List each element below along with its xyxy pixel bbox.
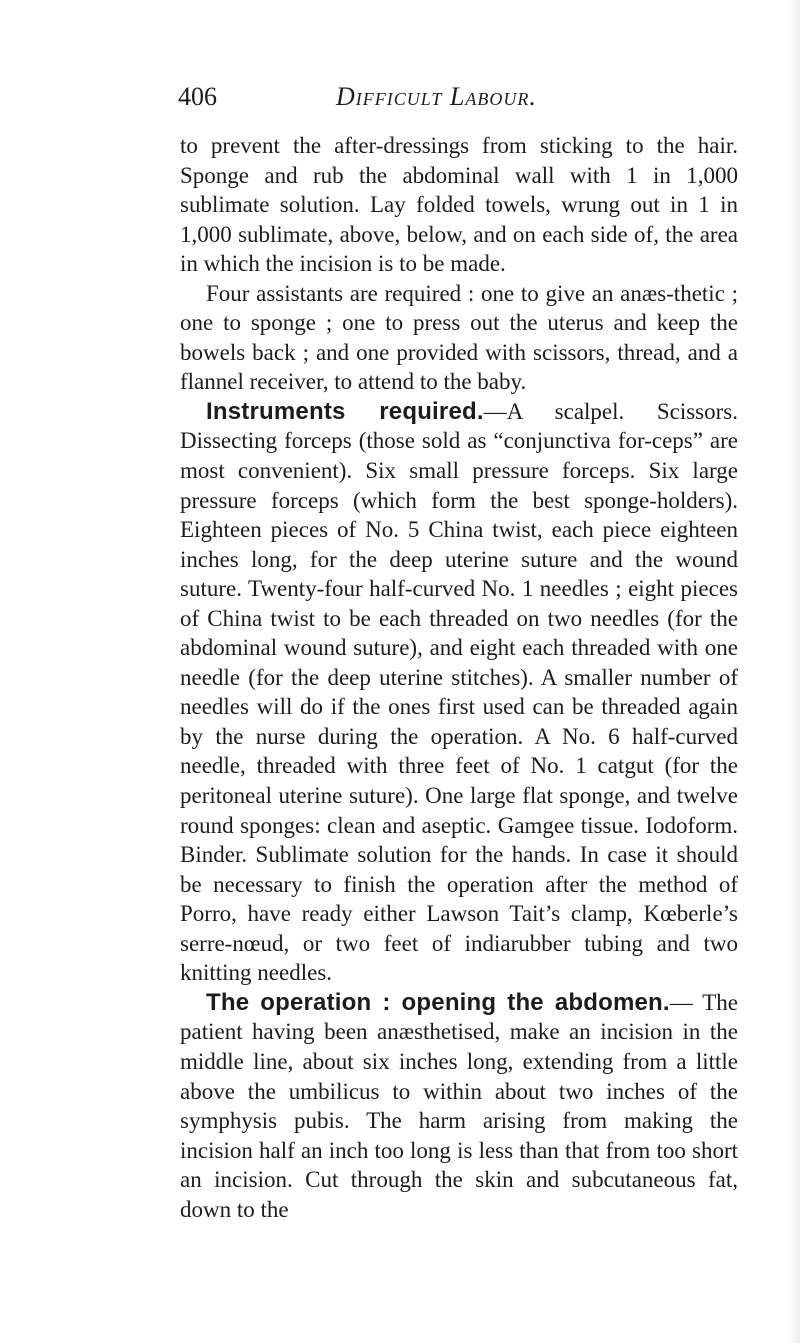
paragraph-continuation — [180, 131, 738, 279]
paragraph-operation — [180, 988, 738, 1224]
paragraph-text: Four assistants are required : one to give an anæs-thetic ; one to sponge ; one to press out the uterus and keep the bowels back ; and one provided with scissors, thread, and a flannel receiver, to attend to the baby. — [180, 280, 738, 395]
paragraph-text: — The patient having been anæsthetised, make an incision in the middle line, about six inches long, extending from a little above the umbilicus to within about two inches of the symphysis pubis. The harm arising from making the incision half an inch too long is less than that from too short an incision. Cut through the skin and subcutaneous fat, down to the — [180, 989, 739, 1222]
page-edge-shadow — [786, 0, 800, 1343]
body-text — [180, 131, 738, 1224]
running-title: Difficult Labour. — [336, 82, 537, 111]
page-header — [178, 82, 738, 122]
paragraph-instruments — [180, 397, 738, 988]
page-number: 406 — [178, 82, 217, 111]
paragraph-text: —A scalpel. Scissors. Dissecting forceps (those sold as “conjunctiva for-ceps” are most convenient). Six small pressure forceps. Six large pressure forceps (which form the best sponge-holders). Eighteen pieces of No. 5 China twist, each piece eighteen inches long, for the deep uterine suture and the wound suture. Twenty-four half-curved No. 1 needles ; eight pieces of China twist to be each threaded on two needles (for the abdominal wound suture), and eight each threaded with one needle (for the deep uterine stitches). A smaller number of needles will do if the ones first used can be threaded again by the nurse during the operation. A No. 6 half-curved needle, threaded with three feet of No. 1 catgut (for the peritoneal uterine suture). One large flat sponge, and twelve round sponges: clean and aseptic. Gamgee tissue. Iodoform. Binder. Sublimate solution for the hands. In case it should be necessary to finish the operation after the method of Porro, have ready either Lawson Tait’s clamp, Kœberle’s serre-nœud, or two feet of indiarubber tubing and two knitting needles. — [180, 398, 738, 986]
paragraph-text: to prevent the after-dressings from sticking to the hair. Sponge and rub the abdominal wall with 1 in 1,000 sublimate solution. Lay folded towels, wrung out in 1 in 1,000 sublimate, above, below, and on each side of, the area in which the incision is to be made. — [180, 133, 738, 277]
paragraph-assistants — [180, 279, 738, 397]
section-heading-operation: The operation : opening the abdomen. — [206, 988, 670, 1016]
section-heading-instruments: Instruments required. — [206, 397, 484, 425]
